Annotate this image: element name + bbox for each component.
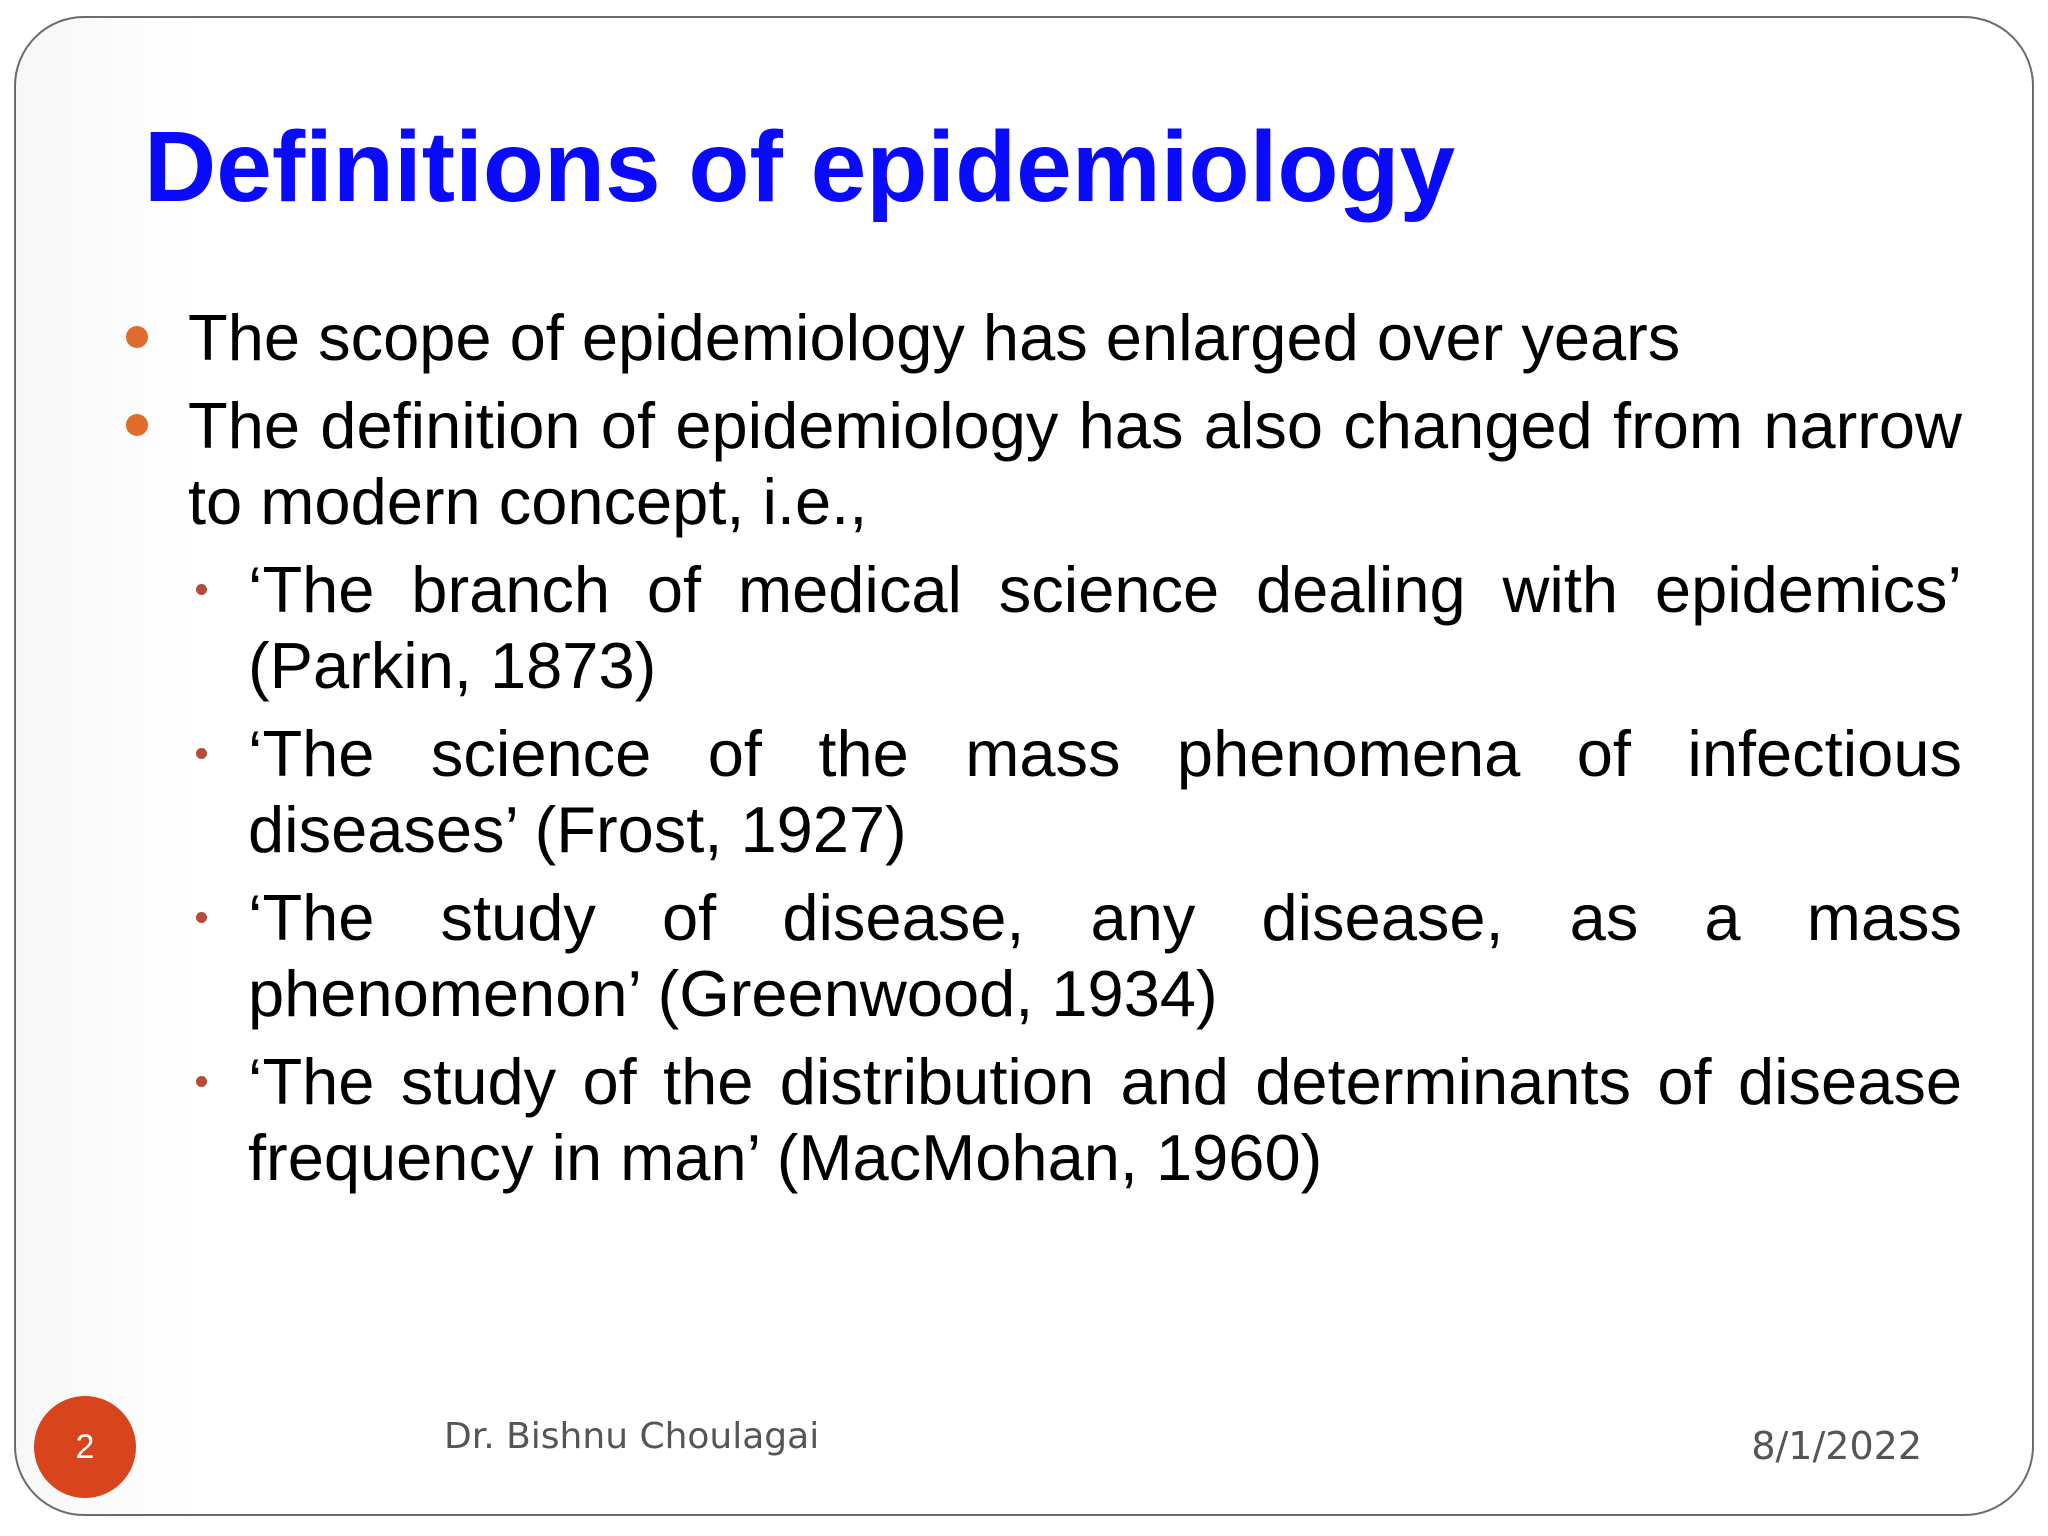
slide-title: Definitions of epidemiology	[144, 111, 1456, 223]
footer-author: Dr. Bishnu Choulagai	[444, 1416, 820, 1457]
sub-bullet-item	[186, 880, 1962, 1032]
bullet-text: The definition of epidemiology has also changed from narrow to modern concept, i.e.,	[188, 389, 1962, 538]
small-bullet-icon	[196, 748, 207, 759]
small-bullet-icon	[196, 1076, 207, 1087]
slide-content	[124, 300, 1962, 1208]
sub-bullet-item	[186, 1044, 1962, 1196]
small-bullet-icon	[196, 584, 207, 595]
slide	[14, 16, 2034, 1516]
sub-bullet-item	[186, 552, 1962, 704]
bullet-item	[124, 300, 1962, 376]
bullet-text: The scope of epidemiology has enlarged over years	[188, 301, 1681, 374]
orange-bullet-icon	[126, 326, 148, 348]
sub-bullet-text: ‘The study of disease, any disease, as a mass phenomenon’ (Greenwood, 1934)	[248, 881, 1962, 1030]
orange-bullet-icon	[126, 414, 148, 436]
sub-bullet-text: ‘The study of the distribution and determinants of disease frequency in man’ (MacMohan, 1960)	[248, 1045, 1962, 1194]
slide-number-badge: 2	[34, 1396, 136, 1498]
sub-bullet-text: ‘The science of the mass phenomena of infectious diseases’ (Frost, 1927)	[248, 717, 1962, 866]
sub-bullet-text: ‘The branch of medical science dealing with epidemics’ (Parkin, 1873)	[248, 553, 1962, 702]
footer-date: 8/1/2022	[1751, 1424, 1922, 1468]
bullet-item	[124, 388, 1962, 540]
sub-bullet-item	[186, 716, 1962, 868]
small-bullet-icon	[196, 912, 207, 923]
sub-bullet-list	[124, 552, 1962, 1196]
